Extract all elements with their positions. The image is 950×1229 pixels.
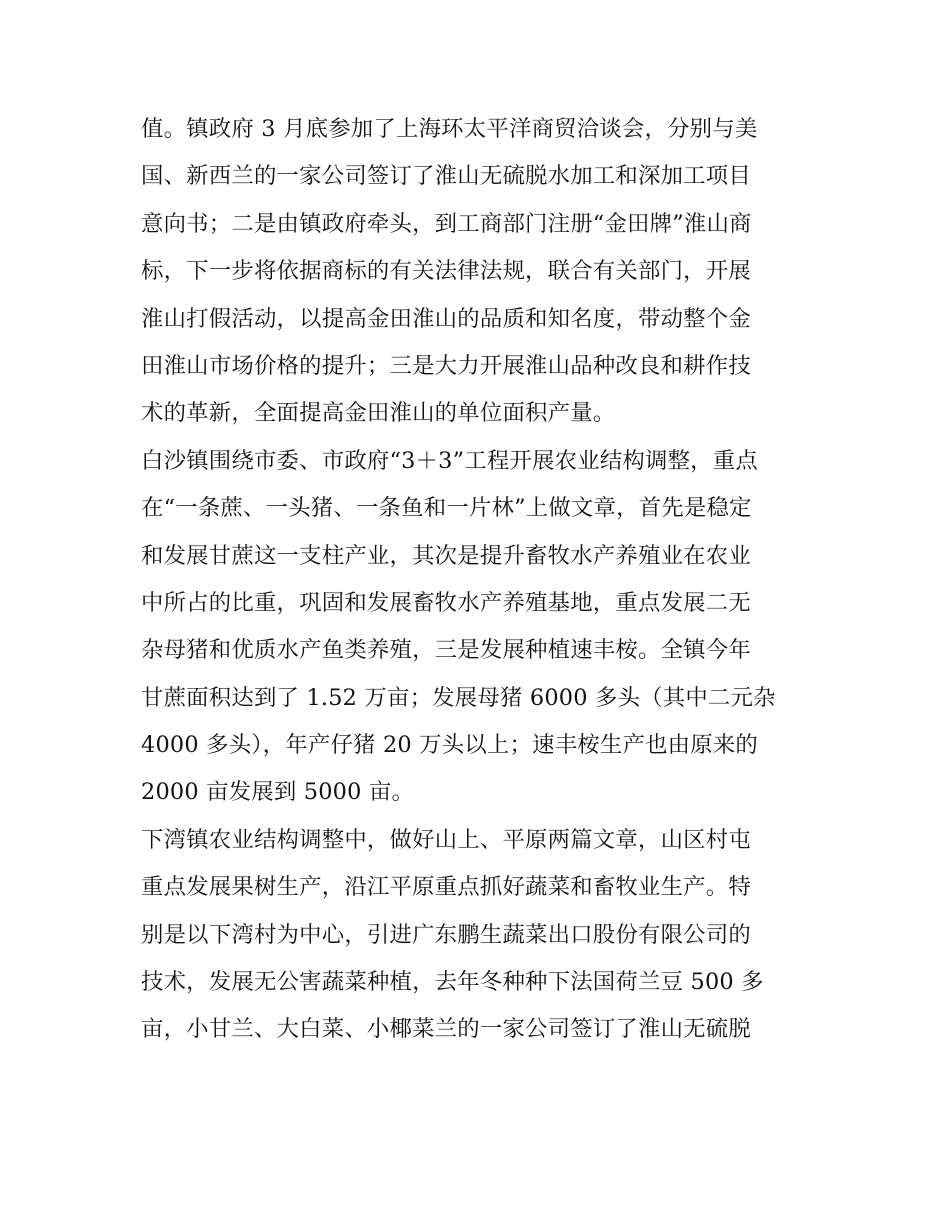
text-line: 淮山打假活动，以提高金田淮山的品质和知名度，带动整个金 <box>141 305 751 332</box>
text-line: 在“一条蔗、一头猪、一条鱼和一片林”上做文章，首先是稳定 <box>141 495 752 522</box>
text-line: 杂母猪和优质水产鱼类养殖，三是发展种植速丰桉。全镇今年 <box>141 637 751 664</box>
text-line: 和发展甘蔗这一支柱产业，其次是提升畜牧水产养殖业在农业 <box>141 542 751 569</box>
text-line: 重点发展果树生产，沿江平原重点抓好蔬菜和畜牧业生产。特 <box>141 874 751 901</box>
text-line: 2000 亩发展到 5000 亩。 <box>141 779 415 806</box>
document-body <box>141 106 813 1054</box>
text-line: 意向书；二是由镇政府牵头，到工商部门注册“金田牌”淮山商 <box>141 210 752 237</box>
text-line: 下湾镇农业结构调整中，做好山上、平原两篇文章，山区村屯 <box>141 826 751 853</box>
text-line: 标，下一步将依据商标的有关法律法规，联合有关部门，开展 <box>141 258 751 285</box>
text-line: 白沙镇围绕市委、市政府“3＋3”工程开展农业结构调整，重点 <box>141 447 758 474</box>
text-line: 术的革新，全面提高金田淮山的单位面积产量。 <box>141 400 616 427</box>
text-line: 别是以下湾村为中心，引进广东鹏生蔬菜出口股份有限公司的 <box>141 921 751 948</box>
text-line: 值。镇政府 3 月底参加了上海环太平洋商贸洽谈会，分别与美 <box>141 116 758 142</box>
text-line: 技术，发展无公害蔬菜种植，去年冬种种下法国荷兰豆 500 多 <box>141 969 764 996</box>
text-line: 亩，小甘兰、大白菜、小椰菜兰的一家公司签订了淮山无硫脱 <box>141 1016 751 1043</box>
text-line: 田淮山市场价格的提升；三是大力开展淮山品种改良和耕作技 <box>141 352 751 379</box>
text-line: 中所占的比重，巩固和发展畜牧水产养殖基地，重点发展二无 <box>141 589 751 616</box>
text-line: 甘蔗面积达到了 1.52 万亩；发展母猪 6000 多头（其中二元杂 <box>141 684 776 711</box>
text-line: 国、新西兰的一家公司签订了淮山无硫脱水加工和深加工项目 <box>141 163 751 190</box>
text-line: 4000 多头），年产仔猪 20 万头以上；速丰桉生产也由原来的 <box>141 732 759 759</box>
